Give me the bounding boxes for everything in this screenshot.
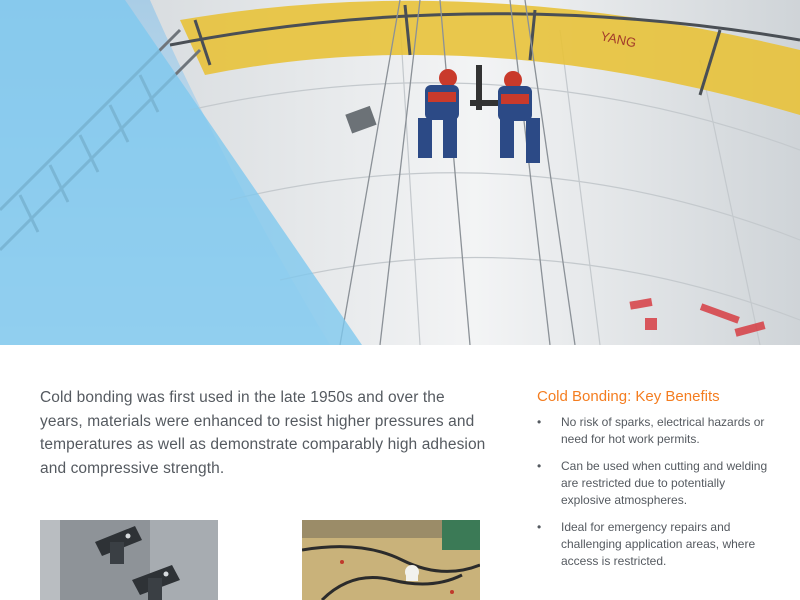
intro-paragraph: Cold bonding was first used in the late 1950s and over the years, materials were enhanced to resist higher pressures and temperatures as well as demonstrate comparably high adhesion and compressive strength. — [40, 389, 486, 477]
brackets-photo — [40, 520, 218, 600]
benefits-heading: Cold Bonding: Key Benefits — [537, 388, 720, 405]
benefit-text: No risk of sparks, electrical hazards or need for hot work permits. — [561, 415, 765, 446]
benefits-list — [537, 414, 777, 570]
benefit-text: Ideal for emergency repairs and challenging application areas, where access is restricted. — [561, 520, 756, 568]
stud-photo — [302, 520, 480, 600]
bullet-icon: • — [537, 459, 542, 473]
benefit-item — [537, 519, 777, 570]
bullet-icon: • — [537, 415, 542, 429]
benefit-text: Can be used when cutting and welding are restricted due to potentially explosive atmospheres. — [561, 459, 768, 507]
benefits-section — [537, 386, 777, 580]
bullet-icon: • — [537, 520, 542, 534]
tank-banner-text: YANG — [599, 28, 638, 51]
benefit-item — [537, 458, 777, 509]
brackets-illustration — [40, 520, 218, 600]
stud-illustration — [302, 520, 480, 600]
benefit-item — [537, 414, 777, 448]
